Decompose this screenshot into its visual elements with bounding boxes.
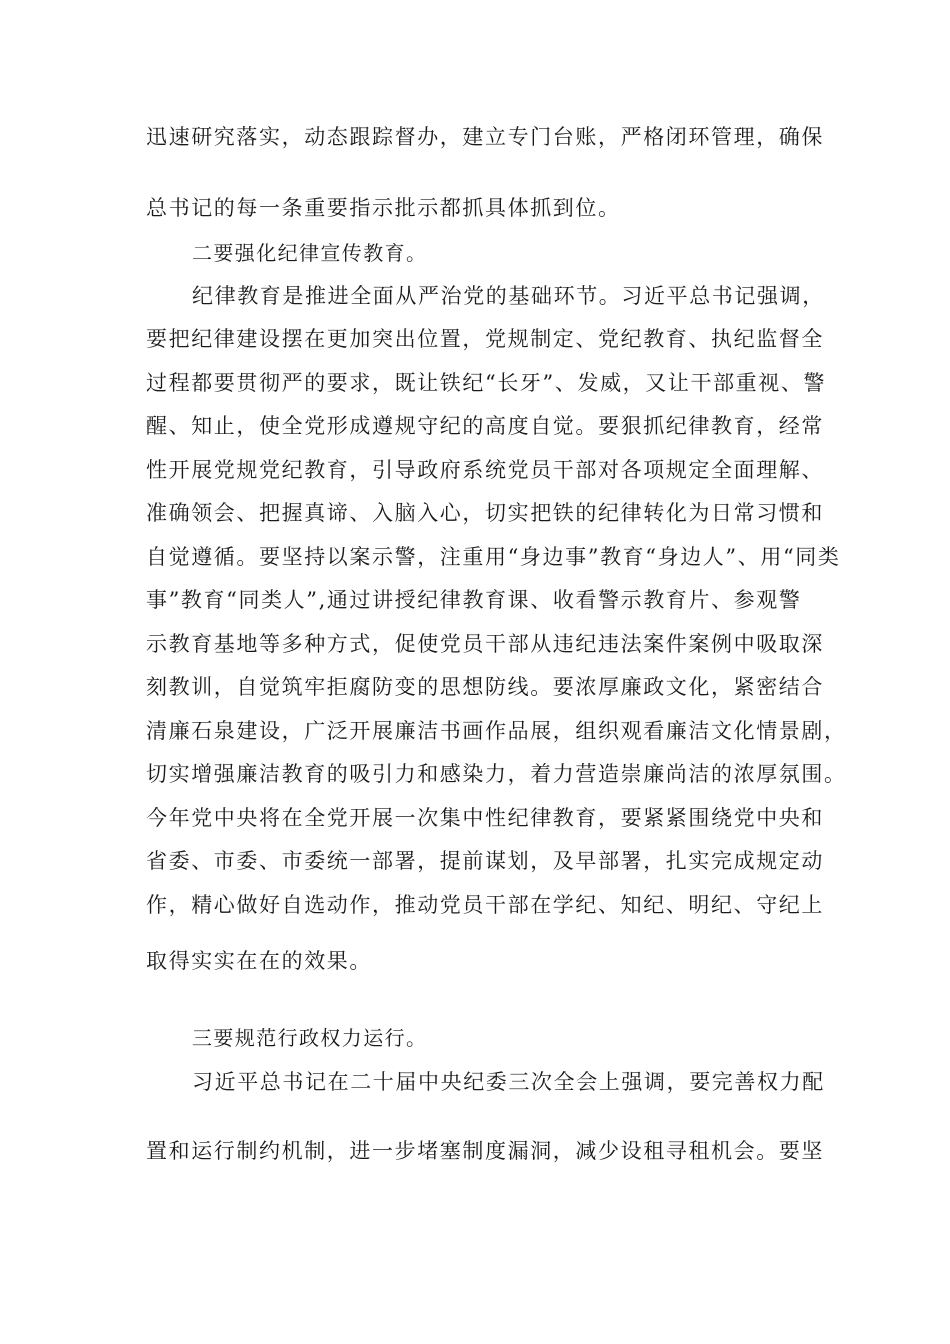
body-text-line: 自觉遵循。要坚持以案示警，注重用“身边事”教育“身边人”、用“同类: [146, 545, 841, 569]
paragraph-first-line: 习近平总书记在二十届中央纪委三次全会上强调，要完善权力配: [192, 1070, 825, 1094]
body-text-line: 取得实实在在的效果。: [146, 949, 372, 973]
body-text-line: 过程都要贯彻严的要求，既让铁纪“长牙”、发威，又让干部重视、警: [146, 371, 827, 395]
body-text-line: 作，精心做好自选动作，推动党员干部在学纪、知纪、明纪、守纪上: [146, 893, 824, 917]
body-text-line: 性开展党规党纪教育，引导政府系统党员干部对各项规定全面理解、: [146, 458, 824, 482]
body-text-line: 切实增强廉洁教育的吸引力和感染力，着力营造崇廉尚洁的浓厚氛围。: [146, 762, 847, 786]
body-text-line: 事”教育“同类人”,通过讲授纪律教育课、收看警示教育片、参观警: [146, 588, 802, 612]
body-text-line: 刻教训，自觉筑牢拒腐防变的思想防线。要浓厚廉政文化，紧密结合: [146, 675, 824, 699]
section-heading: 二要强化纪律宣传教育。: [192, 241, 428, 265]
body-text-line: 要把纪律建设摆在更加突出位置，党规制定、党纪教育、执纪监督全: [146, 327, 824, 351]
section-heading: 三要规范行政权力运行。: [192, 1026, 428, 1050]
body-text-line: 醒、知止，使全党形成遵规守纪的高度自觉。要狠抓纪律教育，经常: [146, 414, 824, 438]
body-text-line: 置和运行制约机制，进一步堵塞制度漏洞，减少设租寻租机会。要坚: [146, 1139, 824, 1163]
body-text-line: 示教育基地等多种方式，促使党员干部从违纪违法案件案例中吸取深: [146, 632, 824, 656]
paragraph-first-line: 纪律教育是推进全面从严治党的基础环节。习近平总书记强调，: [192, 284, 825, 308]
body-text-line: 省委、市委、市委统一部署，提前谋划，及早部署，扎实完成规定动: [146, 849, 824, 873]
body-text-line: 总书记的每一条重要指示批示都抓具体抓到位。: [146, 196, 621, 220]
body-text-line: 迅速研究落实，动态跟踪督办，建立专门台账，严格闭环管理，确保: [146, 125, 824, 149]
body-text-line: 今年党中央将在全党开展一次集中性纪律教育，要紧紧围绕党中央和: [146, 806, 824, 830]
body-text-line: 准确领会、把握真谛、入脑入心，切实把铁的纪律转化为日常习惯和: [146, 501, 824, 525]
body-text-line: 清廉石泉建设，广泛开展廉洁书画作品展，组织观看廉洁文化情景剧，: [146, 719, 847, 743]
